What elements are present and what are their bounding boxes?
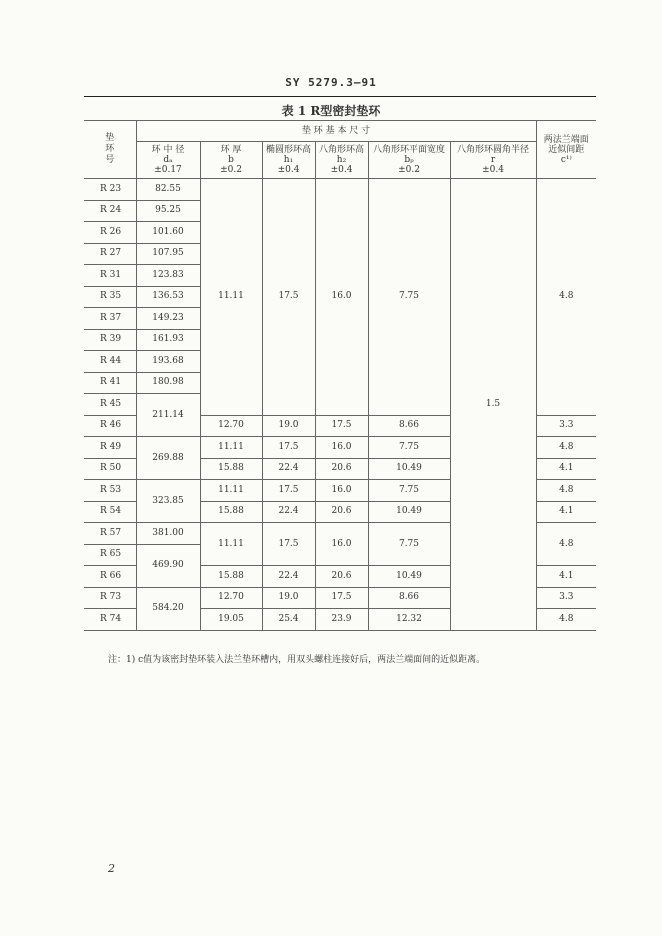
footnote: 注：1) c值为该密封垫环装入法兰垫环槽内，用双头螺柱连接好后，两法兰端面间的近似距离。 [108,655,486,665]
bp-cell: 12.32 [368,609,450,631]
header-h1: 椭圆形环高 h₁ ±0.4 [262,142,315,179]
d-cell: 323.85 [136,480,200,523]
d-cell: 123.83 [136,265,200,287]
c-cell: 3.3 [536,415,596,437]
h2-cell: 23.9 [315,609,368,631]
h2-cell: 16.0 [315,437,368,459]
ring-id: R 27 [84,243,136,265]
bp-cell: 8.66 [368,587,450,609]
header-r: 八角形环圆角半径 r ±0.4 [450,142,536,179]
bp-cell: 10.49 [368,458,450,480]
d-cell: 149.23 [136,308,200,330]
page-number: 2 [108,862,115,875]
d-cell: 136.53 [136,286,200,308]
ring-id: R 74 [84,609,136,631]
ring-id: R 65 [84,544,136,566]
bp-cell: 10.49 [368,501,450,523]
ring-id: R 53 [84,480,136,502]
ring-id: R 49 [84,437,136,459]
b-cell: 11.11 [200,480,262,502]
h2-cell: 20.6 [315,458,368,480]
d-cell: 101.60 [136,222,200,244]
table-title: 表 1 R型密封垫环 [281,104,381,118]
bp-cell: 7.75 [368,179,450,416]
ring-id: R 35 [84,286,136,308]
h2-cell: 16.0 [315,523,368,566]
b-cell: 15.88 [200,566,262,588]
h2-cell: 17.5 [315,587,368,609]
h1-cell: 17.5 [262,179,315,416]
ring-id: R 57 [84,523,136,545]
h1-cell: 22.4 [262,566,315,588]
c-cell: 4.8 [536,609,596,631]
h2-cell: 20.6 [315,566,368,588]
h2-cell: 16.0 [315,480,368,502]
ring-id: R 37 [84,308,136,330]
ring-id: R 23 [84,179,136,201]
b-cell: 12.70 [200,587,262,609]
ring-id: R 45 [84,394,136,416]
ring-dimension-table [84,120,596,631]
h1-cell: 17.5 [262,523,315,566]
d-cell: 180.98 [136,372,200,394]
ring-id: R 46 [84,415,136,437]
bp-cell: 7.75 [368,437,450,459]
d-cell: 381.00 [136,523,200,545]
header-basic-dims: 垫 环 基 本 尺 寸 [136,121,536,142]
c-cell: 4.8 [536,480,596,502]
header-bp: 八角形环平面宽度 bₚ ±0.2 [368,142,450,179]
ring-id: R 24 [84,200,136,222]
ring-id: R 31 [84,265,136,287]
c-cell: 4.1 [536,566,596,588]
d-cell: 269.88 [136,437,200,480]
ring-id: R 54 [84,501,136,523]
h1-cell: 17.5 [262,480,315,502]
header-gap: 两法兰端面 近似间距 c¹⁾ [536,121,596,179]
d-cell: 584.20 [136,587,200,630]
bp-cell: 7.75 [368,523,450,566]
c-cell: 4.8 [536,179,596,416]
h2-cell: 20.6 [315,501,368,523]
c-cell: 3.3 [536,587,596,609]
b-cell: 12.70 [200,415,262,437]
bp-cell: 8.66 [368,415,450,437]
d-cell: 193.68 [136,351,200,373]
h2-cell: 17.5 [315,415,368,437]
b-cell: 11.11 [200,523,262,566]
h2-cell: 16.0 [315,179,368,416]
d-cell: 95.25 [136,200,200,222]
d-cell: 161.93 [136,329,200,351]
b-cell: 15.88 [200,458,262,480]
ring-id: R 66 [84,566,136,588]
d-cell: 469.90 [136,544,200,587]
c-cell: 4.1 [536,501,596,523]
ring-id: R 50 [84,458,136,480]
ring-id: R 44 [84,351,136,373]
d-cell: 82.55 [136,179,200,201]
b-cell: 11.11 [200,179,262,416]
ring-id: R 41 [84,372,136,394]
d-cell: 211.14 [136,394,200,437]
header-ring-no: 垫 环 号 [84,121,136,179]
d-cell: 107.95 [136,243,200,265]
c-cell: 4.8 [536,523,596,566]
b-cell: 19.05 [200,609,262,631]
b-cell: 15.88 [200,501,262,523]
h1-cell: 19.0 [262,415,315,437]
h1-cell: 17.5 [262,437,315,459]
standard-header: SY 5279.3—91 [285,76,377,89]
r-cell: 1.5 [450,179,536,631]
ring-id: R 73 [84,587,136,609]
header-h2: 八角形环高 h₂ ±0.4 [315,142,368,179]
bp-cell: 7.75 [368,480,450,502]
header-d: 环 中 径 dₐ ±0.17 [136,142,200,179]
h1-cell: 22.4 [262,458,315,480]
c-cell: 4.8 [536,437,596,459]
ring-id: R 26 [84,222,136,244]
header-b: 环 厚 b ±0.2 [200,142,262,179]
h1-cell: 25.4 [262,609,315,631]
h1-cell: 19.0 [262,587,315,609]
b-cell: 11.11 [200,437,262,459]
c-cell: 4.1 [536,458,596,480]
h1-cell: 22.4 [262,501,315,523]
header-rule [84,96,596,97]
ring-id: R 39 [84,329,136,351]
bp-cell: 10.49 [368,566,450,588]
